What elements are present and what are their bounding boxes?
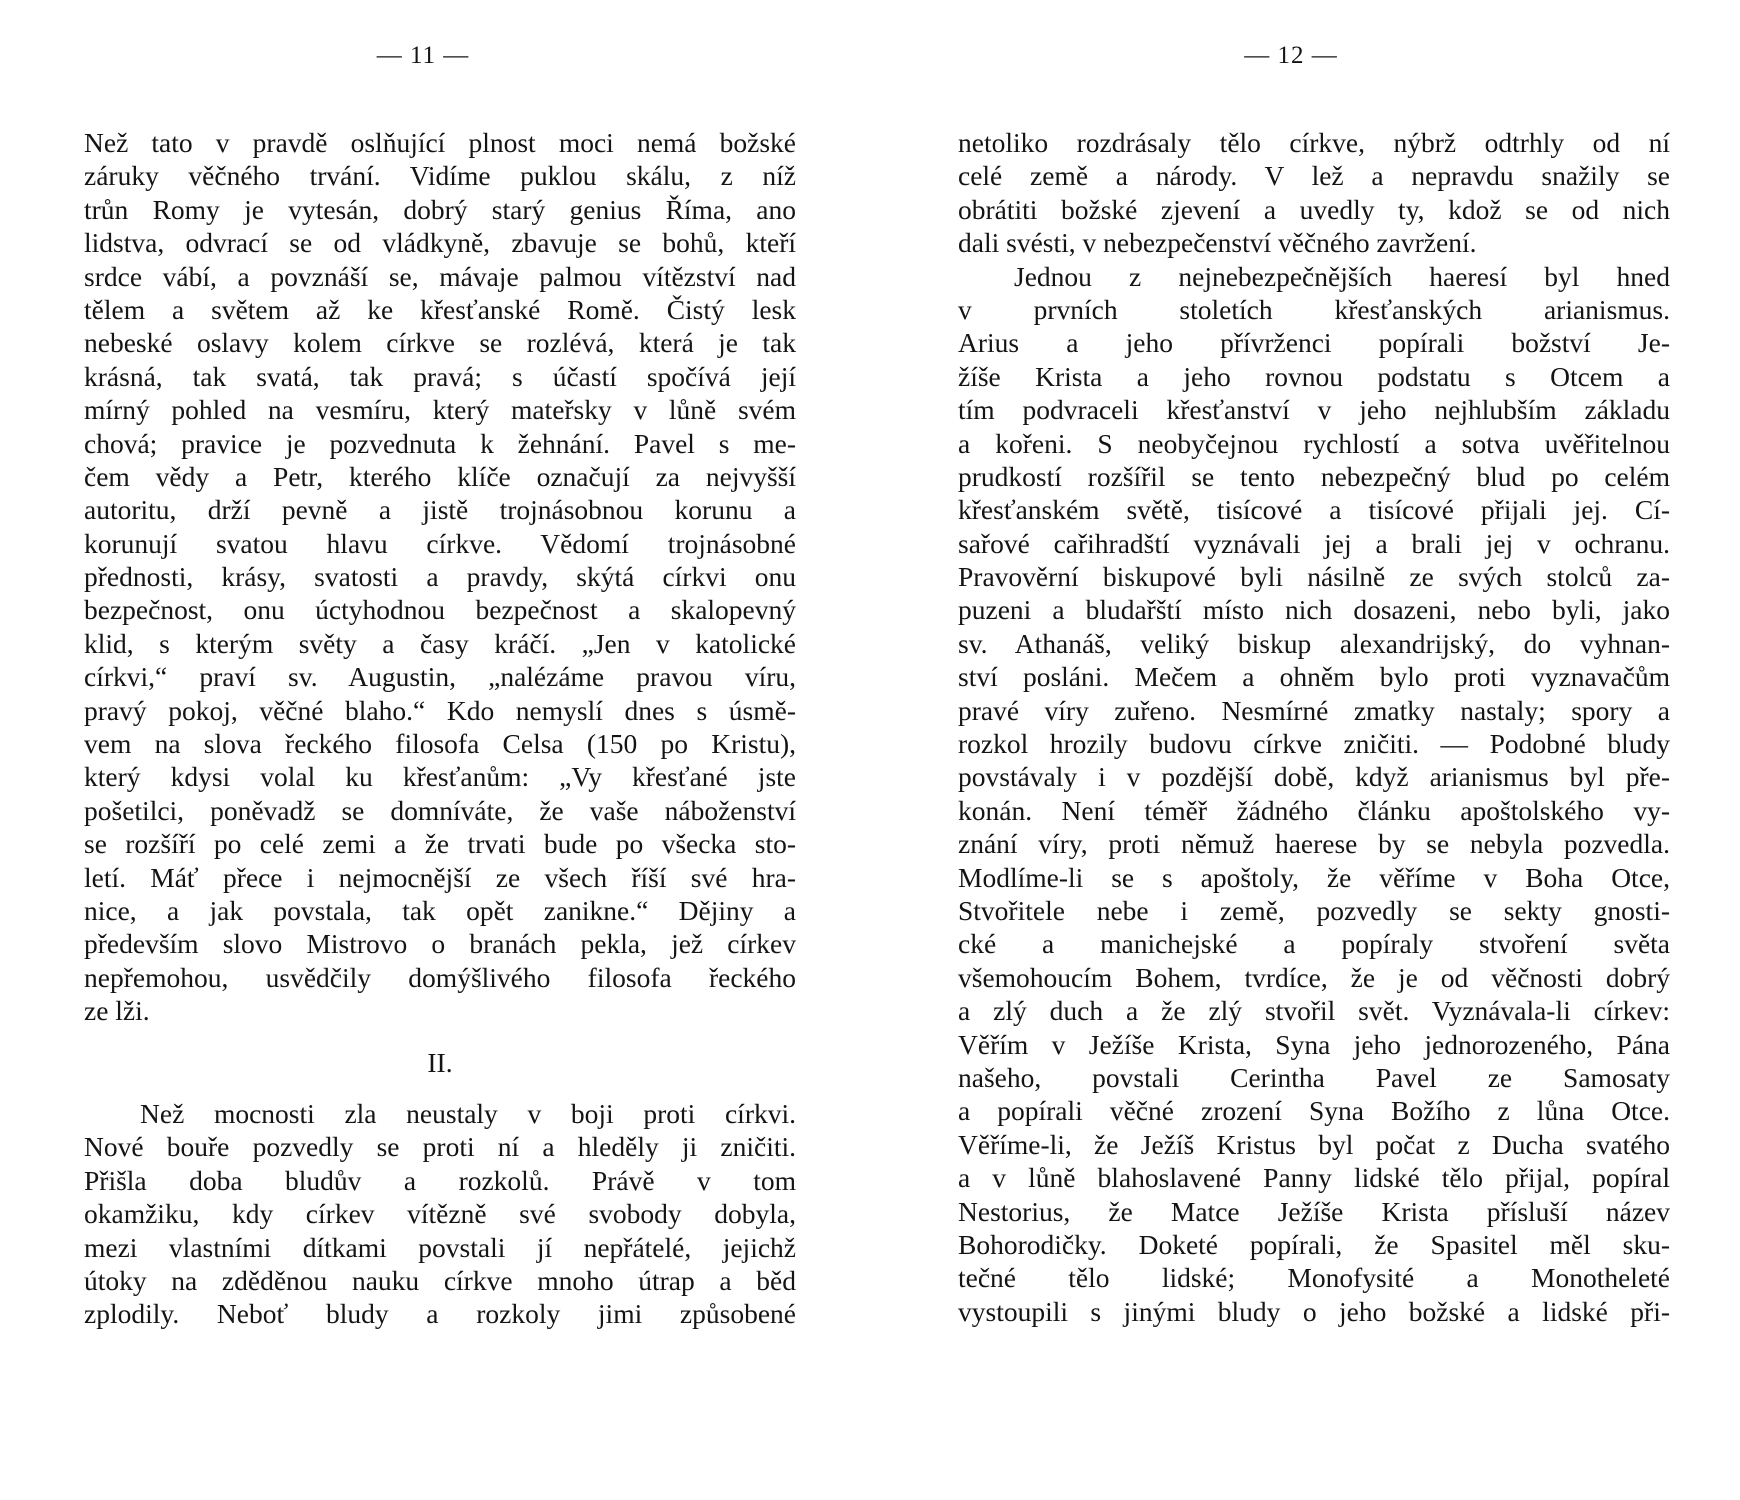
text-line: Než mocnosti zla neustaly v boji proti církvi. — [140, 1097, 796, 1129]
paragraph-gap — [84, 1028, 796, 1046]
text-line: ze lži. — [84, 995, 150, 1027]
text-line: cké a manichejské a popíraly stvoření světa — [958, 928, 1670, 960]
text-line: především slovo Mistrovo o branách pekla, jež církev — [84, 928, 796, 960]
text-line: Přišla doba bludův a rozkolů. Právě v tom — [84, 1164, 796, 1196]
text-line: pošetilci, poněvadž se domníváte, že vaše náboženství — [84, 794, 796, 826]
text-line: Arius a jeho přívrženci popírali božství Je- — [958, 327, 1670, 359]
text-line: a zlý duch a že zlý stvořil svět. Vyznávala-li církev: — [958, 995, 1670, 1027]
page-number: — 12 — — [1244, 42, 1338, 69]
text-line: klid, s kterým světy a časy kráčí. „Jen v katolické — [84, 627, 796, 659]
text-line: a v lůně blahoslavené Panny lidské tělo přijal, popíral — [958, 1162, 1670, 1194]
text-line: Nestorius, že Matce Ježíše Krista přísluší název — [958, 1195, 1670, 1227]
text-line: chová; pravice je pozvednuta k žehnání. Pavel s me- — [84, 427, 796, 459]
text-line: netoliko rozdrásaly tělo církve, nýbrž odtrhly od ní — [958, 127, 1670, 158]
text-line: vem na slova řeckého filosofa Celsa (150 po Kristu), — [84, 728, 796, 760]
text-line: bezpečnost, onu úctyhodnou bezpečnost a skalopevný — [84, 594, 796, 626]
text-line: nebeské oslavy kolem církve se rozlévá, která je tak — [84, 327, 796, 359]
text-line: Bohorodičky. Doketé popírali, že Spasitel měl sku- — [958, 1228, 1670, 1260]
text-line: záruky věčného trvání. Vidíme puklou skálu, z níž — [84, 160, 796, 192]
text-line: nepřemohou, usvědčily domýšlivého filosofa řeckého — [84, 961, 796, 993]
text-line: který kdysi volal ku křesťanům: „Vy křesťané jste — [84, 761, 796, 793]
text-line: ství posláni. Mečem a ohněm bylo proti vyznavačům — [958, 661, 1670, 693]
text-line: tělem a světem až ke křesťanské Romě. Čistý lesk — [84, 293, 796, 325]
text-line: se rozšíří po celé zemi a že trvati bude po všecka sto- — [84, 828, 796, 860]
text-line: útoky na zděděnou nauku církve mnoho útrap a běd — [84, 1264, 796, 1296]
text-line: Věřím v Ježíše Krista, Syna jeho jednorozeného, Pána — [958, 1028, 1670, 1060]
text-line: zplodily. Neboť bludy a rozkoly jimi způsobené — [84, 1298, 796, 1330]
text-line: obrátiti božské zjevení a uvedly ty, kdož se od nich — [958, 193, 1670, 225]
text-line: letí. Máť přece i nejmocnější ze všech říší své hra- — [84, 861, 796, 893]
right-page — [870, 0, 1740, 1500]
text-line: trůn Romy je vytesán, dobrý starý genius Říma, ano — [84, 193, 796, 225]
text-line: celé země a národy. V lež a nepravdu snažily se — [958, 160, 1670, 192]
text-line: Nové bouře pozvedly se proti ní a hleděly ji zničiti. — [84, 1131, 796, 1163]
text-line: vystoupili s jinými bludy o jeho božské a lidské při- — [958, 1295, 1670, 1327]
text-line: čem vědy a Petr, kterého klíče označují za nejvyšší — [84, 460, 796, 492]
text-line: tím podvraceli křesťanství v jeho nejhlubším základu — [958, 394, 1670, 426]
text-line: a kořeni. S neobyčejnou rychlostí a sotva uvěřitelnou — [958, 427, 1670, 459]
text-line: našeho, povstali Cerintha Pavel ze Samosaty — [958, 1061, 1670, 1093]
text-line: nice, a jak povstala, tak opět zanikne.“ Dějiny a — [84, 894, 796, 926]
text-line: církvi,“ praví sv. Augustin, „nalézáme pravou víru, — [84, 661, 796, 693]
text-line: krásná, tak svatá, tak pravá; s účastí spočívá její — [84, 360, 796, 392]
paragraph-gap — [84, 1079, 796, 1097]
text-line: autoritu, drží pevně a jistě trojnásobnou korunu a — [84, 494, 796, 526]
text-line: křesťanském světě, tisícové a tisícové přijali jej. Cí- — [958, 494, 1670, 526]
text-line: mírný pohled na vesmíru, který mateřsky v lůně svém — [84, 394, 796, 426]
text-line: puzeni a bludařští místo nich dosazeni, nebo byli, jako — [958, 594, 1670, 626]
text-line: v prvních stoletích křesťanských arianismus. — [958, 293, 1670, 325]
text-line: konán. Není téměř žádného článku apoštolského vy- — [958, 794, 1670, 826]
text-line: žíše Krista a jeho rovnou podstatu s Otcem a — [958, 360, 1670, 392]
text-line: všemohoucím Bohem, tvrdíce, že je od věčnosti dobrý — [958, 961, 1670, 993]
text-line: pravý pokoj, věčné blaho.“ Kdo nemyslí dnes s úsmě- — [84, 694, 796, 726]
text-line: Modlíme-li se s apoštoly, že věříme v Boha Otce, — [958, 861, 1670, 893]
text-line: povstávaly i v pozdější době, když arianismus byl pře- — [958, 761, 1670, 793]
text-line: okamžiku, kdy církev vítězně své svobody dobyla, — [84, 1198, 796, 1230]
text-line: Pravověrní biskupové byli násilně ze svých stolců za- — [958, 561, 1670, 593]
text-line: korunují svatou hlavu církve. Vědomí trojnásobné — [84, 527, 796, 559]
text-line: prudkostí rozšířil se tento nebezpečný blud po celém — [958, 460, 1670, 492]
page-text — [84, 126, 796, 1331]
text-line: Jednou z nejnebezpečnějších haeresí byl hned — [1014, 260, 1670, 292]
section-heading: II. — [427, 1046, 453, 1078]
text-line: znání víry, proti němuž haerese by se nebyla pozvedla. — [958, 828, 1670, 860]
text-line: Než tato v pravdě oslňující plnost moci nemá božské — [84, 127, 796, 158]
text-line: sv. Athanáš, veliký biskup alexandrijský, do vyhnan- — [958, 627, 1670, 659]
text-line: dali svésti, v nebezpečenství věčného zavržení. — [958, 227, 1477, 259]
text-line: lidstva, odvrací se od vládkyně, zbavuje se bohů, kteří — [84, 227, 796, 259]
page-text — [958, 126, 1670, 1328]
text-line: rozkol hrozily budovu církve zničiti. — Podobné bludy — [958, 728, 1670, 760]
page-number: — 11 — — [376, 42, 470, 69]
text-line: tečné tělo lidské; Monofysité a Monotheleté — [958, 1262, 1670, 1294]
text-line: sařové cařihradští vyznávali jej a brali jej v ochranu. — [958, 527, 1670, 559]
text-line: přednosti, krásy, svatosti a pravdy, skýtá církvi onu — [84, 561, 796, 593]
text-line: a popírali věčné zrození Syna Božího z lůna Otce. — [958, 1095, 1670, 1127]
text-line: Stvořitele nebe i země, pozvedly se sekty gnosti- — [958, 894, 1670, 926]
text-line: srdce vábí, a povznáší se, mávaje palmou vítězství nad — [84, 260, 796, 292]
text-line: pravé víry zuřeno. Nesmírné zmatky nastaly; spory a — [958, 694, 1670, 726]
text-line: Věříme-li, že Ježíš Kristus byl počat z Ducha svatého — [958, 1128, 1670, 1160]
text-line: mezi vlastními dítkami povstali jí nepřátelé, jejichž — [84, 1231, 796, 1263]
